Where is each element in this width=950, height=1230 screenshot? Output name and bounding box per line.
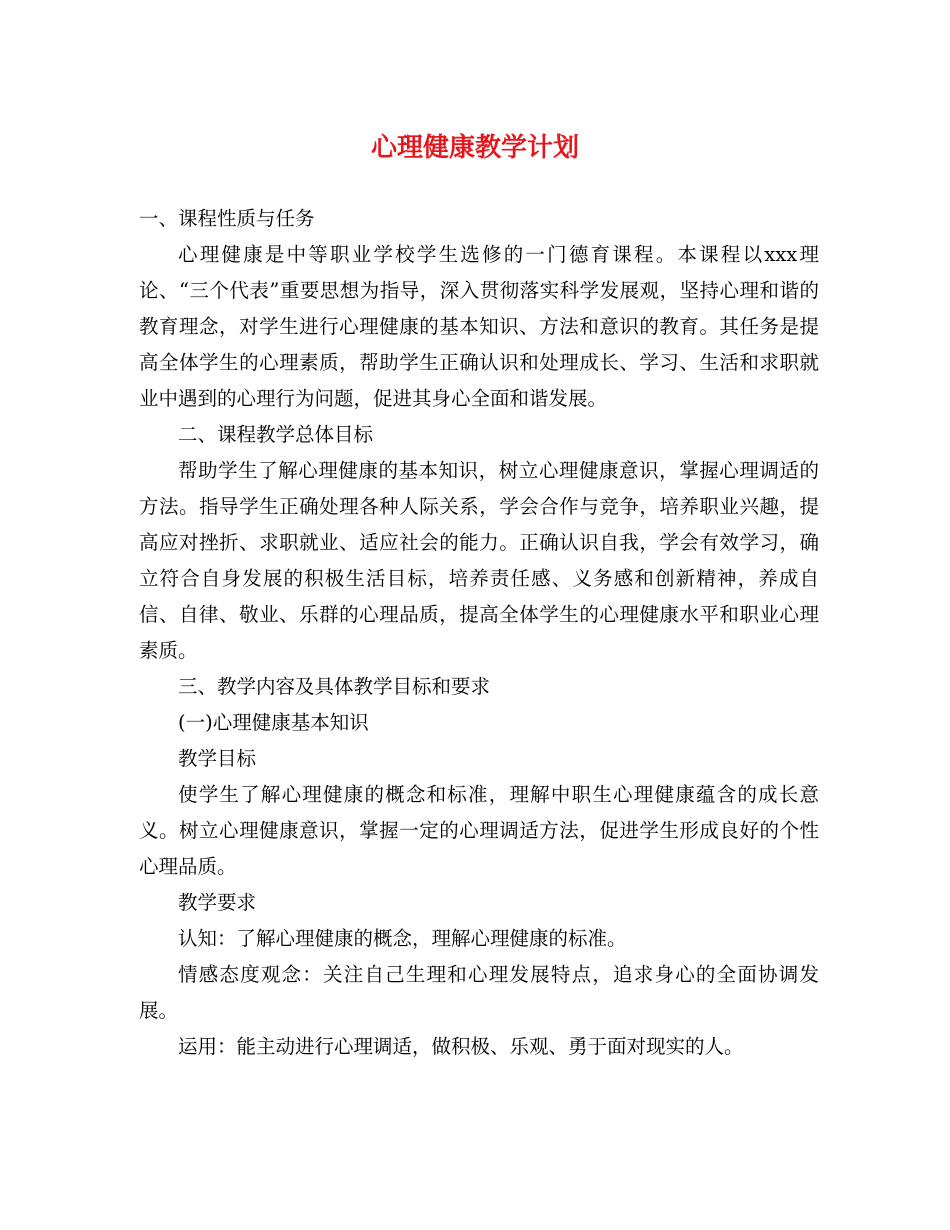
paragraph-cognition: 认知：了解心理健康的概念，理解心理健康的标准。 bbox=[178, 927, 627, 950]
section-heading-3: 三、教学内容及具体教学目标和要求 bbox=[178, 675, 491, 698]
label-teaching-requirements: 教学要求 bbox=[178, 891, 257, 914]
section-heading-1: 一、课程性质与任务 bbox=[139, 207, 315, 230]
document-body bbox=[139, 201, 819, 1065]
document-title: 心理健康教学计划 bbox=[370, 133, 579, 163]
subsection-heading-1: (一)心理健康基本知识 bbox=[178, 711, 369, 734]
section-heading-2: 二、课程教学总体目标 bbox=[178, 423, 374, 446]
label-teaching-goals: 教学目标 bbox=[178, 747, 257, 770]
paragraph-application: 运用：能主动进行心理调适，做积极、乐观、勇于面对现实的人。 bbox=[178, 1035, 744, 1058]
paragraph-teaching-goals: 使学生了解心理健康的概念和标准，理解中职生心理健康蕴含的成长意义。树立心理健康意识，掌握一定的心理调适方法，促进学生形成良好的个性心理品质。 bbox=[139, 783, 819, 878]
paragraph-course-nature: 心理健康是中等职业学校学生选修的一门德育课程。本课程以xxx理论、“三个代表”重要思想为指导，深入贯彻落实科学发展观，坚持心理和谐的教育理念，对学生进行心理健康的基本知识、方法和意识的教育。其任务是提高全体学生的心理素质，帮助学生正确认识和处理成长、学习、生活和求职就业中遇到的心理行为问题，促进其身心全面和谐发展。 bbox=[139, 243, 819, 410]
paragraph-overall-goals: 帮助学生了解心理健康的基本知识，树立心理健康意识，掌握心理调适的方法。指导学生正确处理各种人际关系，学会合作与竞争，培养职业兴趣，提高应对挫折、求职就业、适应社会的能力。正确认识自我，学会有效学习，确立符合自身发展的积极生活目标，培养责任感、义务感和创新精神，养成自信、自律、敬业、乐群的心理品质，提高全体学生的心理健康水平和职业心理素质。 bbox=[139, 459, 819, 662]
paragraph-emotion-attitude: 情感态度观念：关注自己生理和心理发展特点，追求身心的全面协调发展。 bbox=[139, 963, 819, 1022]
